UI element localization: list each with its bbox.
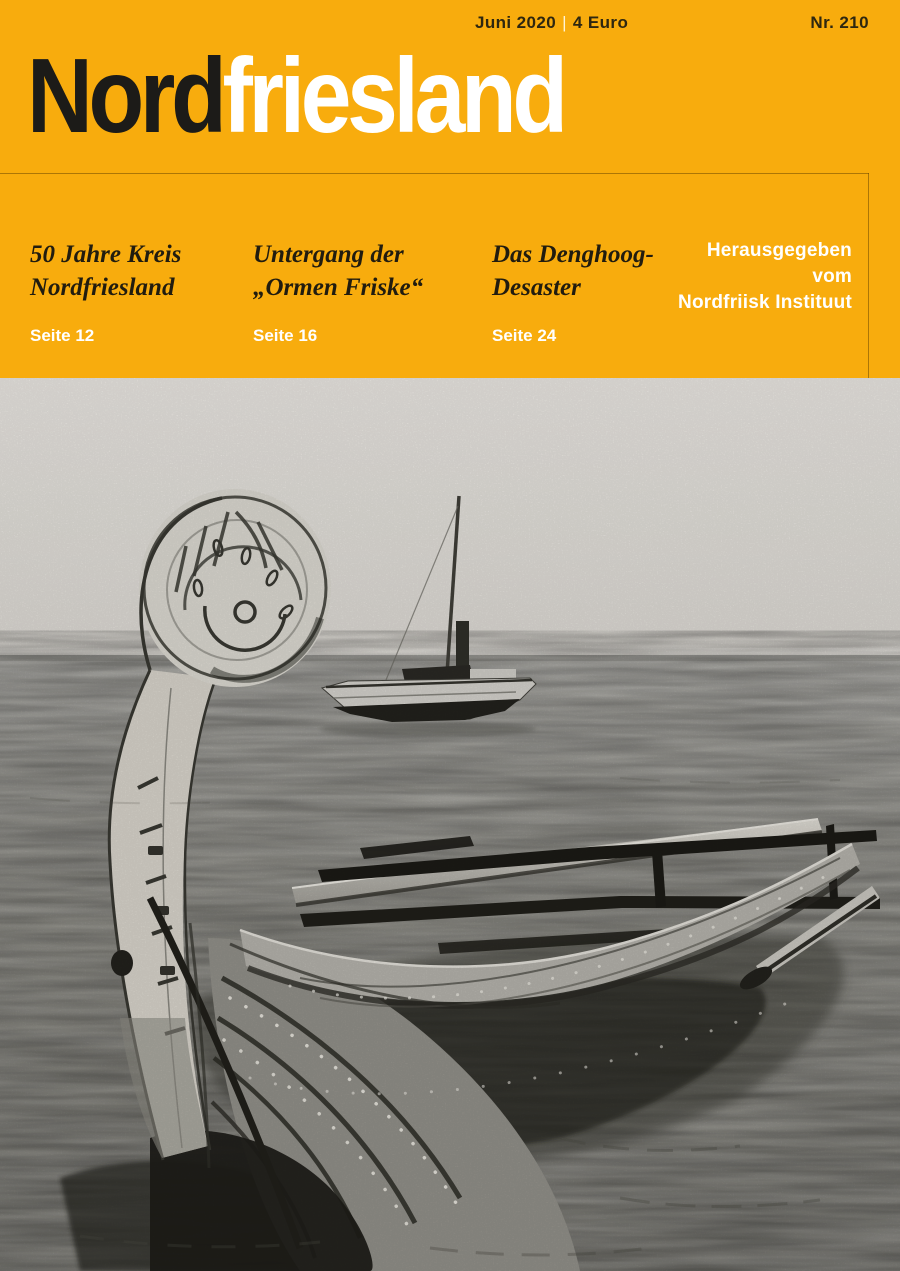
issue-date: Juni 2020 [475,13,557,32]
publisher-line-3: Nordfriisk Instituut [678,292,852,313]
teaser-2 [253,238,483,345]
teaser-3-title: Das Denghoog- Desaster [492,241,654,301]
issue-info [475,13,628,33]
publisher-line-2: vom [812,266,852,287]
separator-bar: | [562,13,567,32]
teaser-2-title: Untergang der „Ormen Friske“ [253,241,424,301]
teaser-2-page: Seite 16 [253,326,318,345]
teaser-1 [30,238,245,345]
issue-number: Nr. 210 [810,13,869,32]
masthead-nord: Nord [27,37,223,155]
masthead-area [0,0,900,378]
publisher-block [678,238,852,316]
cover-photo [0,378,900,1271]
teaser-3-page: Seite 24 [492,326,557,345]
film-grain [0,378,900,1271]
price: 4 Euro [572,13,629,32]
masthead-friesland: friesland [222,37,564,155]
teaser-1-page: Seite 12 [30,326,95,345]
masthead-title [27,37,564,155]
teaser-1-title: 50 Jahre Kreis Nordfriesland [30,241,182,301]
publisher-line-1: Herausgegeben [706,240,852,261]
header-rule-vertical [868,173,869,378]
header-rule-horizontal [0,173,869,174]
